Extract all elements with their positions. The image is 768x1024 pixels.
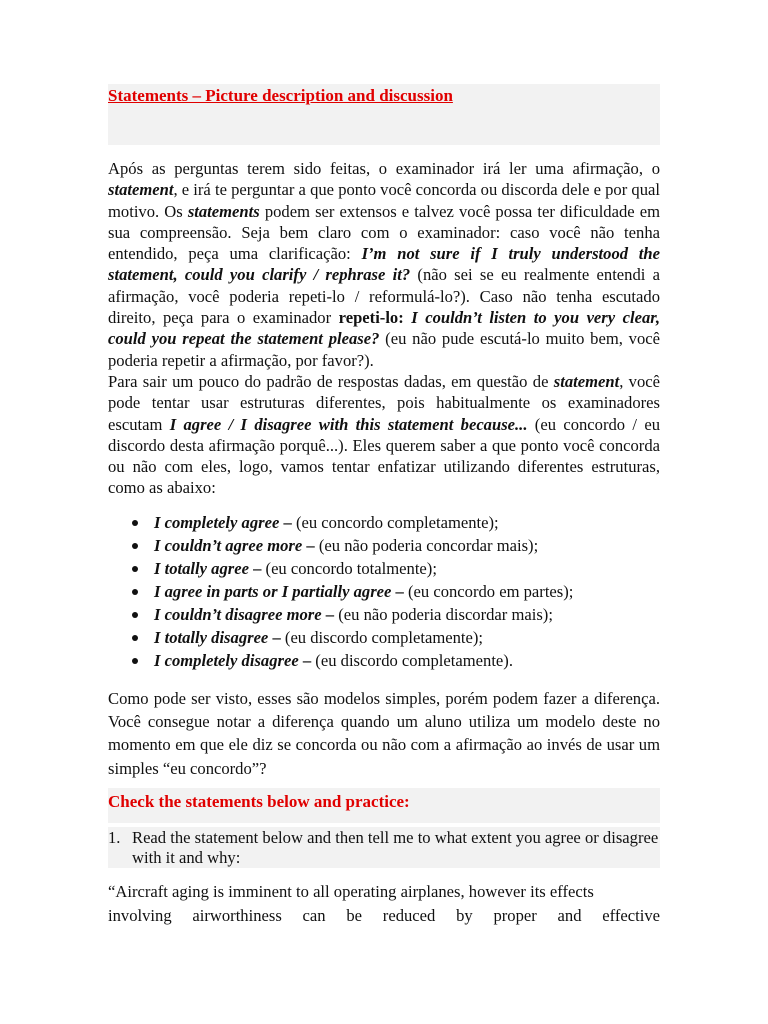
agreement-list xyxy=(108,511,660,672)
list-item-portuguese: (eu concordo totalmente); xyxy=(261,559,437,578)
quote-line-1: “Aircraft aging is imminent to all operating airplanes, however its effects xyxy=(108,882,594,901)
list-item xyxy=(108,580,660,603)
list-item-dash: – xyxy=(279,513,292,532)
clarify-phrase: I’m not sure if I truly understood the statement, could you clarify / rephrase it? xyxy=(108,244,660,285)
intro-text-5: (eu não pude escutá-lo muito bem, você poderia repetir a afirmação, por favor?). xyxy=(108,329,660,370)
list-item-english: I totally disagree xyxy=(154,628,269,647)
list-item-portuguese: (eu não poderia concordar mais); xyxy=(314,536,539,555)
repeat-phrase: I couldn’t listen to you very clear, could you repeat the statement please? xyxy=(108,308,660,349)
para2-text-1: Para sair um pouco do padrão de respostas dadas, em questão de xyxy=(108,371,554,391)
practice-heading: Check the statements below and practice: xyxy=(108,792,410,811)
bullet-icon xyxy=(132,658,138,664)
list-item-english: I completely agree xyxy=(154,513,280,532)
list-item-english: I couldn’t agree more xyxy=(154,536,303,555)
para2-statement-term: statement xyxy=(553,371,620,391)
bullet-icon xyxy=(132,520,138,526)
repeti-lo-term: repeti-lo: xyxy=(338,308,412,328)
page-title: Statements – Picture description and discussion xyxy=(108,86,453,105)
statement-quote xyxy=(108,880,660,928)
list-item-dash: – xyxy=(248,559,262,578)
intro-text-2: , e irá te perguntar a que ponto você concorda ou discorda dele e por qual motivo. Os xyxy=(108,180,660,221)
list-item xyxy=(108,557,660,580)
list-item-portuguese: (eu concordo em partes); xyxy=(403,582,574,601)
list-item xyxy=(108,649,660,672)
intro-text-1: Após as perguntas terem sido feitas, o examinador irá ler uma afirmação, o xyxy=(108,159,660,178)
quote-line-2: involving airworthiness can be reduced by proper and effective xyxy=(108,906,660,925)
list-item-english: I completely disagree xyxy=(154,651,299,670)
para2-text-3: (eu concordo / eu discordo desta afirmação porquê...). Eles querem saber a que ponto você concorda ou não com eles, logo, vamos tentar enfatizar utilizando diferentes estruturas, como as abaixo: xyxy=(108,414,660,498)
list-item-portuguese: (eu discordo completamente); xyxy=(280,628,484,647)
list-item-dash: – xyxy=(321,605,335,624)
list-item-dash: – xyxy=(298,651,312,670)
list-item xyxy=(108,511,660,534)
para2-text xyxy=(108,371,660,499)
list-item xyxy=(108,603,660,626)
list-item-dash: – xyxy=(302,536,315,555)
list-item-portuguese: (eu não poderia discordar mais); xyxy=(334,605,553,624)
bullet-icon xyxy=(132,589,138,595)
list-item-portuguese: (eu concordo completamente); xyxy=(291,513,499,532)
list-item-dash: – xyxy=(268,628,281,647)
list-item-english: I couldn’t disagree more xyxy=(154,605,322,624)
bullet-icon xyxy=(132,566,138,572)
agree-disagree-phrase: I agree / I disagree with this statement because... xyxy=(169,414,528,434)
intro-statement-term: statement xyxy=(108,180,174,200)
intro-text xyxy=(108,158,660,371)
para2-text-2: , você pode tentar usar estruturas diferentes, pois habitualmente os examinadores escutam xyxy=(108,371,660,434)
list-item xyxy=(108,626,660,649)
summary-paragraph: Como pode ser visto, esses são modelos simples, porém podem fazer a diferença. Você consegue notar a diferença quando um aluno utiliza um modelo deste no momento em que ele diz se concorda ou não com a afirmação ao invés de usar um simples “eu concordo”? xyxy=(108,689,660,778)
list-item-english: I totally agree xyxy=(154,559,249,578)
list-item-english: I agree in parts or I partially agree xyxy=(154,582,392,601)
intro-statements-term: statements xyxy=(187,201,260,221)
intro-paragraph xyxy=(108,158,660,499)
intro-text-4: (não sei se eu realmente entendi a afirmação, você poderia repeti-lo / reformulá-lo?). Caso não tenha escutado direito, peça para o examinador xyxy=(108,265,661,328)
question-text: Read the statement below and then tell me to what extent you agree or disagree with it and why: xyxy=(132,828,659,867)
intro-text-3: podem ser extensos e talvez você possa ter dificuldade em sua compreensão. Seja bem claro com o examinador: caso você não tenha entendido, peça uma clarificação: xyxy=(108,201,660,264)
bullet-icon xyxy=(132,635,138,641)
bullet-icon xyxy=(132,612,138,618)
list-item xyxy=(108,534,660,557)
practice-question xyxy=(108,828,660,868)
question-number: 1. xyxy=(108,828,121,847)
list-item-dash: – xyxy=(391,582,404,601)
list-item-portuguese: (eu discordo completamente). xyxy=(311,651,513,670)
bullet-icon xyxy=(132,543,138,549)
